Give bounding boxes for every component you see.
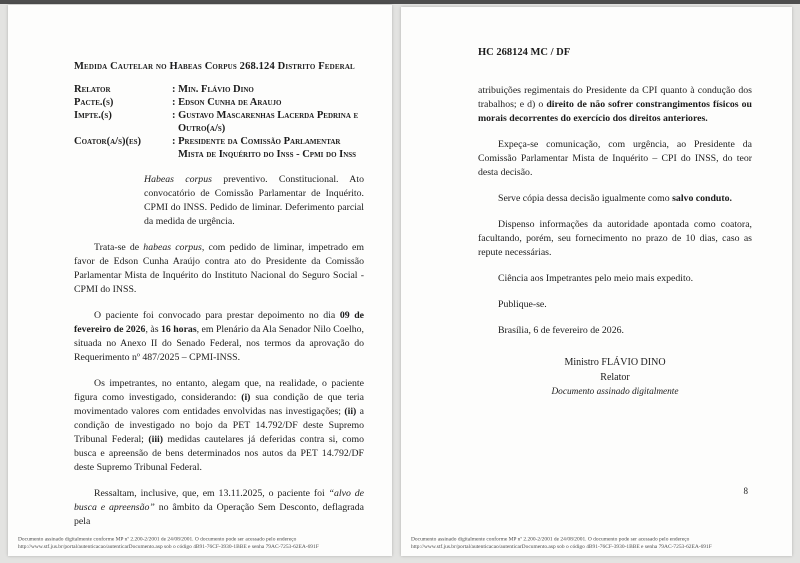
footer-line-1: Documento assinado digitalmente conforme MP nº 2.200-2/2001 de 24/08/2001. O documento pode ser acessado pelo endereço bbox=[18, 535, 297, 542]
signature-note: Documento assinado digitalmente bbox=[551, 387, 679, 397]
party-value: : Min. Flávio Dino bbox=[172, 84, 254, 95]
footer-line-2: http://www.stf.jus.br/portal/autenticacao/autenticarDocumento.asp sob o código 4B91-76CF-3930-1BBE e senha 79AC-7253-62EA-691F bbox=[18, 542, 319, 549]
party-row bbox=[74, 83, 364, 96]
page-2-body bbox=[478, 84, 752, 338]
footer-line-1: Documento assinado digitalmente conforme MP nº 2.200-2/2001 de 24/08/2001. O documento pode ser acessado pelo endereço bbox=[411, 535, 690, 542]
ementa-block bbox=[144, 173, 364, 229]
party-label: Relator bbox=[74, 84, 111, 95]
page-1-content bbox=[74, 61, 364, 529]
party-value: : Edson Cunha de Araujo bbox=[172, 97, 282, 108]
document-title: Medida Cautelar no Habeas Corpus 268.124 Distrito Federal bbox=[74, 61, 355, 72]
page-number: 8 bbox=[743, 486, 748, 496]
paragraph: Expeça-se comunicação, com urgência, ao Presidente da Comissão Parlamentar Mista de Inquérito – CPI do INSS, do teor desta decisão. bbox=[478, 139, 752, 178]
party-row bbox=[74, 96, 364, 109]
page-1 bbox=[8, 5, 392, 556]
paragraph: O paciente foi convocado para prestar depoimento no dia 09 de fevereiro de 2026, às 16 horas, em Plenário da Ala Senador Nilo Coelho, situada no Anexo II do Senado Federal, nos termos da aprovação do Requerimento nº 487/2025 – CPMI-INSS. bbox=[74, 310, 364, 363]
paragraph: Trata-se de habeas corpus, com pedido de liminar, impetrado em favor de Edson Cunha Araújo contra ato do Presidente da Comissão Parlamentar Mista de Inquérito do Instituto Nacional do Seguro Social - CPMI do INSS. bbox=[74, 242, 365, 295]
case-header: HC 268124 MC / DF bbox=[478, 47, 571, 58]
page-2 bbox=[401, 7, 792, 556]
paragraph: atribuições regimentais do Presidente da CPI quanto à condução dos trabalhos; e d) o direito de não sofrer constrangimentos físicos ou morais decorrentes do exercício dos direitos anteriores. bbox=[478, 85, 753, 124]
paragraph: Ressaltam, inclusive, que, em 13.11.2025, o paciente foi “alvo de busca e apreensão” no âmbito da Operação Sem Desconto, deflagrada pela bbox=[74, 488, 365, 527]
party-row bbox=[74, 109, 364, 135]
signature-role: Relator bbox=[600, 372, 630, 383]
footer-line-2: http://www.stf.jus.br/portal/autenticacao/autenticarDocumento.asp sob o código 4B91-76CF-3930-1BBE e senha 79AC-7253-62EA-691F bbox=[411, 542, 712, 549]
paragraph: Ciência aos Impetrantes pelo meio mais expedito. bbox=[498, 273, 694, 284]
paragraph: Serve cópia dessa decisão igualmente como salvo conduto. bbox=[498, 193, 732, 204]
signature-name: Ministro FLÁVIO DINO bbox=[564, 357, 666, 368]
paragraph: Habeas corpus preventivo. Constitucional. Ato convocatório de Comissão Parlamentar de Inquérito. CPMI do INSS. Pedido de liminar. Deferimento parcial da medida de urgência. bbox=[144, 174, 364, 227]
page-2-content bbox=[478, 47, 752, 400]
party-row bbox=[74, 135, 364, 161]
parties-table bbox=[74, 83, 364, 161]
party-value: : Gustavo Mascarenhas Lacerda Pedrina e Outro(a/s) bbox=[172, 110, 359, 134]
party-label: Impte.(s) bbox=[74, 110, 112, 121]
party-label: Coator(a/s)(es) bbox=[74, 136, 142, 147]
paragraph: Os impetrantes, no entanto, alegam que, na realidade, o paciente figura como investigado, considerando: (i) sua condição de que teria movimentado valores com entidades envolvidas nas investigações; (ii) a condição de investigado no bojo da PET 14.792/DF deste Supremo Tribunal Federal; (iii) medidas cautelares já deferidas contra si, como busca e apreensão de bens determinados nos autos da PET 14.792/DF deste Supremo Tribunal Federal. bbox=[74, 378, 365, 473]
paragraph: Dispenso informações da autoridade apontada como coatora, facultando, porém, seu fornecimento no prazo de 10 dias, caso as repute necessárias. bbox=[478, 219, 752, 258]
page-1-body bbox=[74, 241, 364, 529]
paragraph: Publique-se. bbox=[498, 299, 547, 310]
party-value: : Presidente da Comissão Parlamentar Mista de Inquérito do Inss - Cpmi do Inss bbox=[172, 136, 357, 160]
scan-edge-strip bbox=[0, 0, 800, 4]
paragraph: Brasília, 6 de fevereiro de 2026. bbox=[498, 325, 624, 336]
signature-block bbox=[478, 355, 752, 400]
authentication-footer bbox=[411, 536, 800, 550]
authentication-footer bbox=[18, 536, 402, 550]
party-label: Pacte.(s) bbox=[74, 97, 114, 108]
